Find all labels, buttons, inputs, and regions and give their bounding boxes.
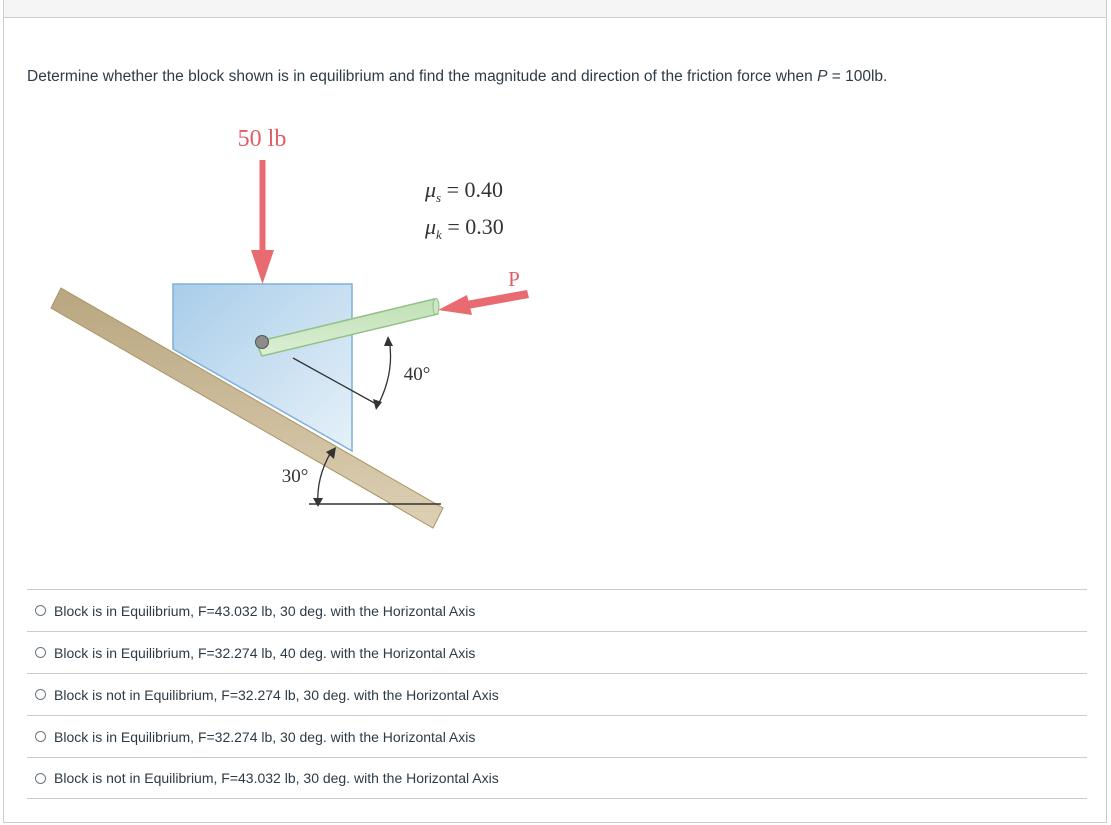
mu-s-symbol: μ bbox=[425, 177, 437, 202]
answer-option-2[interactable] bbox=[27, 631, 1087, 673]
question-variable: P bbox=[817, 68, 828, 85]
rod-angle-arrow-top bbox=[384, 336, 393, 346]
answer-option-1[interactable] bbox=[27, 589, 1087, 631]
answer-label-2[interactable]: Block is in Equilibrium, F=32.274 lb, 40 deg. with the Horizontal Axis bbox=[54, 644, 476, 661]
radio-button-5[interactable] bbox=[35, 773, 46, 784]
mu-k-subscript: k bbox=[436, 227, 442, 242]
answer-label-4[interactable]: Block is in Equilibrium, F=32.274 lb, 30 deg. with the Horizontal Axis bbox=[54, 728, 476, 745]
mu-s-subscript: s bbox=[436, 190, 442, 205]
radio-button-4[interactable] bbox=[35, 731, 46, 742]
rod-angle-label: 40° bbox=[403, 364, 431, 385]
answer-list bbox=[27, 589, 1087, 799]
force-label: P bbox=[508, 267, 520, 291]
question-text-before: Determine whether the block shown is in equilibrium and find the magnitude and direction of the friction force when bbox=[27, 68, 818, 85]
answer-option-5[interactable] bbox=[27, 757, 1087, 799]
mu-k-value: = 0.30 bbox=[441, 214, 504, 239]
push-rod-end bbox=[433, 299, 439, 315]
radio-button-3[interactable] bbox=[35, 689, 46, 700]
answer-label-1[interactable]: Block is in Equilibrium, F=43.032 lb, 30 deg. with the Horizontal Axis bbox=[54, 602, 476, 619]
question-text-after: = 100lb. bbox=[827, 68, 888, 85]
answer-label-3[interactable]: Block is not in Equilibrium, F=32.274 lb, 30 deg. with the Horizontal Axis bbox=[54, 686, 499, 703]
load-arrow-shaft bbox=[260, 160, 266, 252]
answer-option-3[interactable] bbox=[27, 673, 1087, 715]
incline-angle-label: 30° bbox=[281, 466, 309, 487]
mu-s-value: = 0.40 bbox=[441, 177, 504, 202]
static-friction-coefficient bbox=[424, 177, 503, 205]
kinetic-friction-coefficient bbox=[424, 214, 504, 242]
force-arrow-shaft bbox=[466, 290, 529, 309]
radio-button-1[interactable] bbox=[35, 605, 46, 616]
rod-angle-arc bbox=[378, 339, 391, 405]
rod-pin bbox=[256, 336, 269, 349]
force-arrow-head bbox=[438, 295, 472, 315]
radio-button-2[interactable] bbox=[35, 647, 46, 658]
incline-angle-arrow-bottom bbox=[313, 498, 323, 507]
load-arrow-head bbox=[251, 250, 274, 284]
answer-label-5[interactable]: Block is not in Equilibrium, F=43.032 lb, 30 deg. with the Horizontal Axis bbox=[54, 770, 499, 786]
mu-k-symbol: μ bbox=[425, 214, 437, 239]
answer-option-4[interactable] bbox=[27, 715, 1087, 757]
load-label: 50 lb bbox=[237, 126, 287, 152]
